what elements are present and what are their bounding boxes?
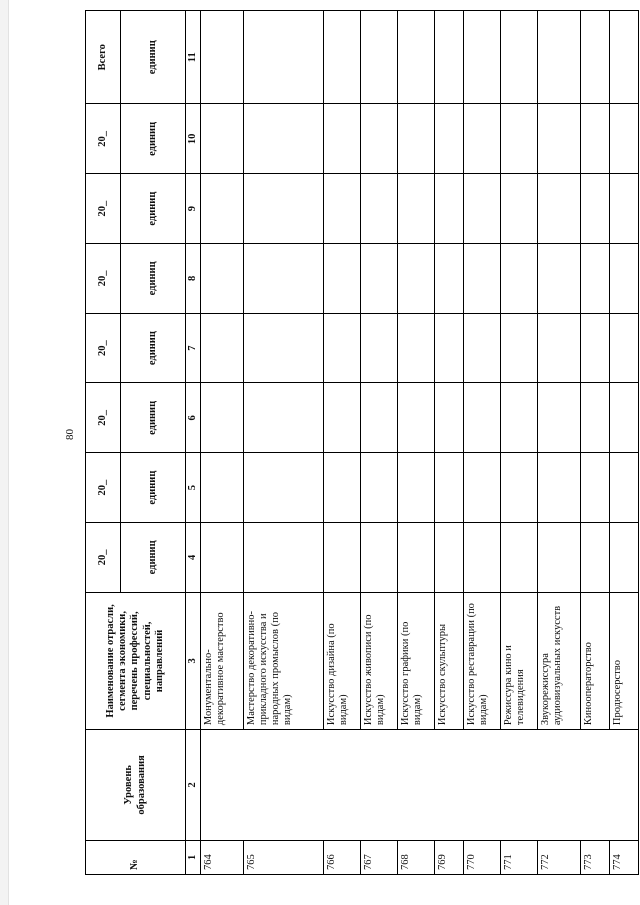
header-unit: единиц (121, 104, 186, 174)
value-cell (361, 453, 398, 523)
value-cell (581, 453, 610, 523)
column-number: 7 (186, 313, 201, 383)
value-cell (581, 383, 610, 453)
row-name: Продюсерство (610, 592, 639, 729)
value-cell (464, 383, 501, 453)
value-cell (610, 383, 639, 453)
value-cell (435, 453, 464, 523)
value-cell (244, 453, 324, 523)
header-row-top (86, 11, 121, 875)
column-number-row (186, 11, 201, 875)
rotated-table-container (85, 10, 623, 875)
row-number: 764 (201, 840, 244, 874)
value-cell (610, 243, 639, 313)
value-cell (435, 383, 464, 453)
header-year: 20_ (86, 522, 121, 592)
value-cell (435, 313, 464, 383)
row-number: 767 (361, 840, 398, 874)
value-cell (201, 243, 244, 313)
value-cell (244, 243, 324, 313)
value-cell (581, 104, 610, 174)
value-cell (538, 313, 581, 383)
value-cell (610, 522, 639, 592)
value-cell (324, 11, 361, 104)
row-number: 773 (581, 840, 610, 874)
header-year: 20_ (86, 313, 121, 383)
scan-edge (0, 0, 9, 905)
value-cell (201, 522, 244, 592)
column-number: 4 (186, 522, 201, 592)
value-cell (435, 11, 464, 104)
column-number: 10 (186, 104, 201, 174)
value-cell (244, 313, 324, 383)
value-cell (398, 11, 435, 104)
value-cell (361, 243, 398, 313)
value-cell (581, 313, 610, 383)
value-cell (501, 453, 538, 523)
value-cell (361, 11, 398, 104)
header-year: 20_ (86, 243, 121, 313)
row-name: Монументально-декоративное мастерство (201, 592, 244, 729)
value-cell (501, 383, 538, 453)
value-cell (398, 104, 435, 174)
row-number: 771 (501, 840, 538, 874)
value-cell (464, 11, 501, 104)
value-cell (361, 313, 398, 383)
header-unit: единиц (121, 243, 186, 313)
value-cell (201, 313, 244, 383)
value-cell (324, 243, 361, 313)
row-name: Мастерство декоративно-прикладного искусства и народных промыслов (по видам) (244, 592, 324, 729)
row-number: 766 (324, 840, 361, 874)
value-cell (361, 383, 398, 453)
value-cell (538, 104, 581, 174)
header-level: Уровень образования (86, 730, 186, 841)
value-cell (244, 522, 324, 592)
value-cell (538, 383, 581, 453)
value-cell (581, 522, 610, 592)
row-name: Режиссура кино и телевидения (501, 592, 538, 729)
row-name: Искусство живописи (по видам) (361, 592, 398, 729)
header-unit: единиц (121, 522, 186, 592)
value-cell (244, 383, 324, 453)
value-cell (201, 11, 244, 104)
value-cell (464, 453, 501, 523)
row-number: 765 (244, 840, 324, 874)
value-cell (398, 453, 435, 523)
value-cell (324, 313, 361, 383)
header-year: 20_ (86, 104, 121, 174)
value-cell (398, 383, 435, 453)
value-cell (398, 313, 435, 383)
value-cell (538, 243, 581, 313)
value-cell (581, 174, 610, 244)
value-cell (610, 313, 639, 383)
value-cell (501, 243, 538, 313)
value-cell (201, 453, 244, 523)
column-number: 5 (186, 453, 201, 523)
header-year: 20_ (86, 174, 121, 244)
value-cell (610, 453, 639, 523)
value-cell (501, 11, 538, 104)
row-number: 772 (538, 840, 581, 874)
value-cell (538, 453, 581, 523)
row-name: Звукорежиссура аудиовизуальных искусств (538, 592, 581, 729)
row-number: 770 (464, 840, 501, 874)
value-cell (610, 11, 639, 104)
value-cell (610, 174, 639, 244)
row-number: 768 (398, 840, 435, 874)
value-cell (464, 174, 501, 244)
row-name: Искусство реставрации (по видам) (464, 592, 501, 729)
value-cell (201, 383, 244, 453)
header-unit: единиц (121, 11, 186, 104)
row-number: 769 (435, 840, 464, 874)
value-cell (538, 11, 581, 104)
value-cell (464, 313, 501, 383)
value-cell (324, 453, 361, 523)
column-number: 11 (186, 11, 201, 104)
column-number: 1 (186, 840, 201, 874)
value-cell (538, 522, 581, 592)
value-cell (501, 174, 538, 244)
value-cell (324, 104, 361, 174)
row-name: Кинооператорство (581, 592, 610, 729)
value-cell (610, 104, 639, 174)
value-cell (501, 313, 538, 383)
value-cell (398, 243, 435, 313)
value-cell (581, 11, 610, 104)
header-year: 20_ (86, 453, 121, 523)
value-cell (538, 174, 581, 244)
column-number: 3 (186, 592, 201, 729)
row-name: Искусство дизайна (по видам) (324, 592, 361, 729)
row-name: Искусство скульптуры (435, 592, 464, 729)
header-unit: единиц (121, 453, 186, 523)
value-cell (324, 522, 361, 592)
row-number: 774 (610, 840, 639, 874)
data-table (85, 10, 639, 875)
table-row (201, 11, 244, 875)
header-number: № (86, 840, 186, 874)
value-cell (435, 243, 464, 313)
value-cell (398, 522, 435, 592)
header-unit: единиц (121, 174, 186, 244)
row-name: Искусство графики (по видам) (398, 592, 435, 729)
value-cell (324, 383, 361, 453)
column-number: 9 (186, 174, 201, 244)
value-cell (324, 174, 361, 244)
value-cell (201, 104, 244, 174)
column-number: 8 (186, 243, 201, 313)
page-number: 80 (64, 429, 76, 440)
value-cell (581, 243, 610, 313)
level-cell (201, 730, 639, 841)
value-cell (464, 104, 501, 174)
value-cell (361, 522, 398, 592)
value-cell (361, 174, 398, 244)
value-cell (435, 174, 464, 244)
header-unit: единиц (121, 383, 186, 453)
value-cell (501, 522, 538, 592)
value-cell (435, 522, 464, 592)
value-cell (464, 522, 501, 592)
value-cell (244, 104, 324, 174)
header-name: Наименование отрасли, сегмента экономики, перечень профессий, специальностей, направлений (86, 592, 186, 729)
value-cell (398, 174, 435, 244)
value-cell (501, 104, 538, 174)
header-unit: единиц (121, 313, 186, 383)
header-total: Всего (86, 11, 121, 104)
column-number: 2 (186, 730, 201, 841)
value-cell (361, 104, 398, 174)
value-cell (464, 243, 501, 313)
value-cell (435, 104, 464, 174)
header-year: 20_ (86, 383, 121, 453)
value-cell (244, 11, 324, 104)
column-number: 6 (186, 383, 201, 453)
value-cell (244, 174, 324, 244)
value-cell (201, 174, 244, 244)
